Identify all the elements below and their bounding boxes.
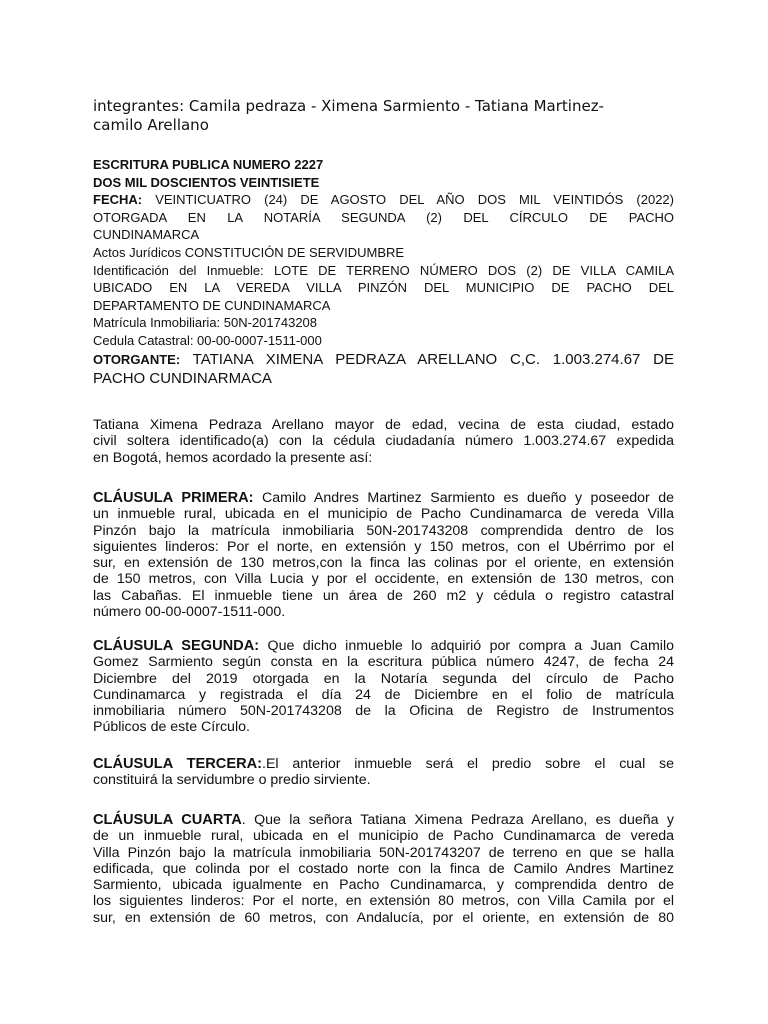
- identificacion-line-1: Identificación del Inmueble: LOTE DE TERRENO NÚMERO DOS (2) DE VILLA CAMILA: [93, 262, 674, 278]
- clausula-primera-label: CLÁUSULA PRIMERA:: [93, 490, 254, 506]
- fecha-line-1: FECHA: VEINTICUATRO (24) DE AGOSTO DEL AÑO DOS MIL VEINTIDÓS (2022): [93, 192, 674, 208]
- clausula-tercera-label: CLÁUSULA TERCERA:: [93, 756, 263, 772]
- deed-subtitle: DOS MIL DOSCIENTOS VEINTISIETE: [93, 174, 320, 190]
- clausula-primera: CLÁUSULA PRIMERA: Camilo Andres Martinez Sarmiento es dueño y poseedor de un inmueble rural, ubicada en el municipio de Pacho Cundinamarca de vereda Villa Pinzón bajo la matrícula inmobiliaria 50N-201743208 comprendida dentro de los siguientes linderos: Por el norte, en extensión y 150 metros, con el Ubérrimo por el sur, en extensión de 130 metros,con la finca las colinas por el oriente, en extensión de 150 metros, con Villa Lucia y por el occidente, en extensión de 130 metros, con las Cabañas. El inmueble tiene un área de 260 m2 y cédula o registro catastral número 00-00-0007-1511-000.: [93, 490, 675, 621]
- intro-paragraph: Tatiana Ximena Pedraza Arellano mayor de edad, vecina de esta ciudad, estado civil soltera identificado(a) con la cédula ciudadanía número 1.003.274.67 expedida en Bogotá, hemos acordado la presente así:: [93, 417, 674, 466]
- identificacion-line-2: UBICADO EN LA VEREDA VILLA PINZÓN DEL MUNICIPIO DE PACHO DEL: [93, 280, 674, 296]
- clausula-cuarta: CLÁUSULA CUARTA. Que la señora Tatiana Ximena Pedraza Arellano, es dueña y de un inmueble rural, ubicada en el municipio de Pacho Cundinamarca de vereda Villa Pinzón bajo la matrícula inmobiliaria 50N-201743207 de terreno en que se halla edificada, que colinda por el costado norte con la finca de Camilo Andres Martinez Sarmiento, ubicada igualmente en Pacho Cundinamarca, y comprendida dentro de los siguientes linderos: Por el norte, en extensión 80 metros, con Villa Camila por el sur, en extensión de 60 metros, con Andalucía, por el oriente, en extensión de 80: [93, 812, 674, 926]
- clausula-tercera: CLÁUSULA TERCERA:.El anterior inmueble será el predio sobre el cual se constituirá la servidumbre o predio sirviente.: [93, 756, 675, 789]
- cedula-catastral: Cedula Catastral: 00-00-0007-1511-000: [93, 332, 322, 348]
- actos-juridicos: Actos Jurídicos CONSTITUCIÓN DE SERVIDUMBRE: [93, 244, 405, 260]
- fecha-line-3: CUNDINAMARCA: [93, 227, 200, 243]
- authors-line-1: integrantes: Camila pedraza - Ximena Sarmiento - Tatiana Martinez-: [93, 97, 604, 115]
- deed-header: [93, 156, 674, 388]
- authors-line-2: camilo Arellano: [93, 116, 209, 134]
- clausula-cuarta-label: CLÁUSULA CUARTA: [93, 812, 242, 828]
- matricula-inmobiliaria: Matrícula Inmobiliaria: 50N-201743208: [93, 315, 318, 331]
- fecha-label: FECHA:: [93, 192, 143, 208]
- deed-title: ESCRITURA PUBLICA NUMERO 2227: [93, 157, 324, 172]
- identificacion-line-3: DEPARTAMENTO DE CUNDINAMARCA: [93, 297, 331, 313]
- authors-block: [93, 97, 653, 135]
- clausula-segunda-label: CLÁUSULA SEGUNDA:: [93, 638, 260, 654]
- otorgante-line-2: PACHO CUNDINARMACA: [93, 369, 272, 387]
- clausula-segunda: CLÁUSULA SEGUNDA: Que dicho inmueble lo adquirió por compra a Juan Camilo Gomez Sarmiento según consta en la escritura pública número 4247, de fecha 24 Diciembre del 2019 otorgada en la Notaría segunda del círculo de Pacho Cundinamarca y registrada el día 24 de Diciembre en el folio de matrícula inmobiliaria número 50N-201743208 de la Oficina de Registro de Instrumentos Públicos de este Círculo.: [93, 638, 674, 736]
- fecha-line-2: OTORGADA EN LA NOTARÍA SEGUNDA (2) DEL CÍRCULO DE PACHO: [93, 209, 674, 225]
- otorgante-line-1: OTORGANTE: TATIANA XIMENA PEDRAZA ARELLANO C,C. 1.003.274.67 DE: [93, 350, 674, 368]
- otorgante-label: OTORGANTE:: [93, 351, 181, 367]
